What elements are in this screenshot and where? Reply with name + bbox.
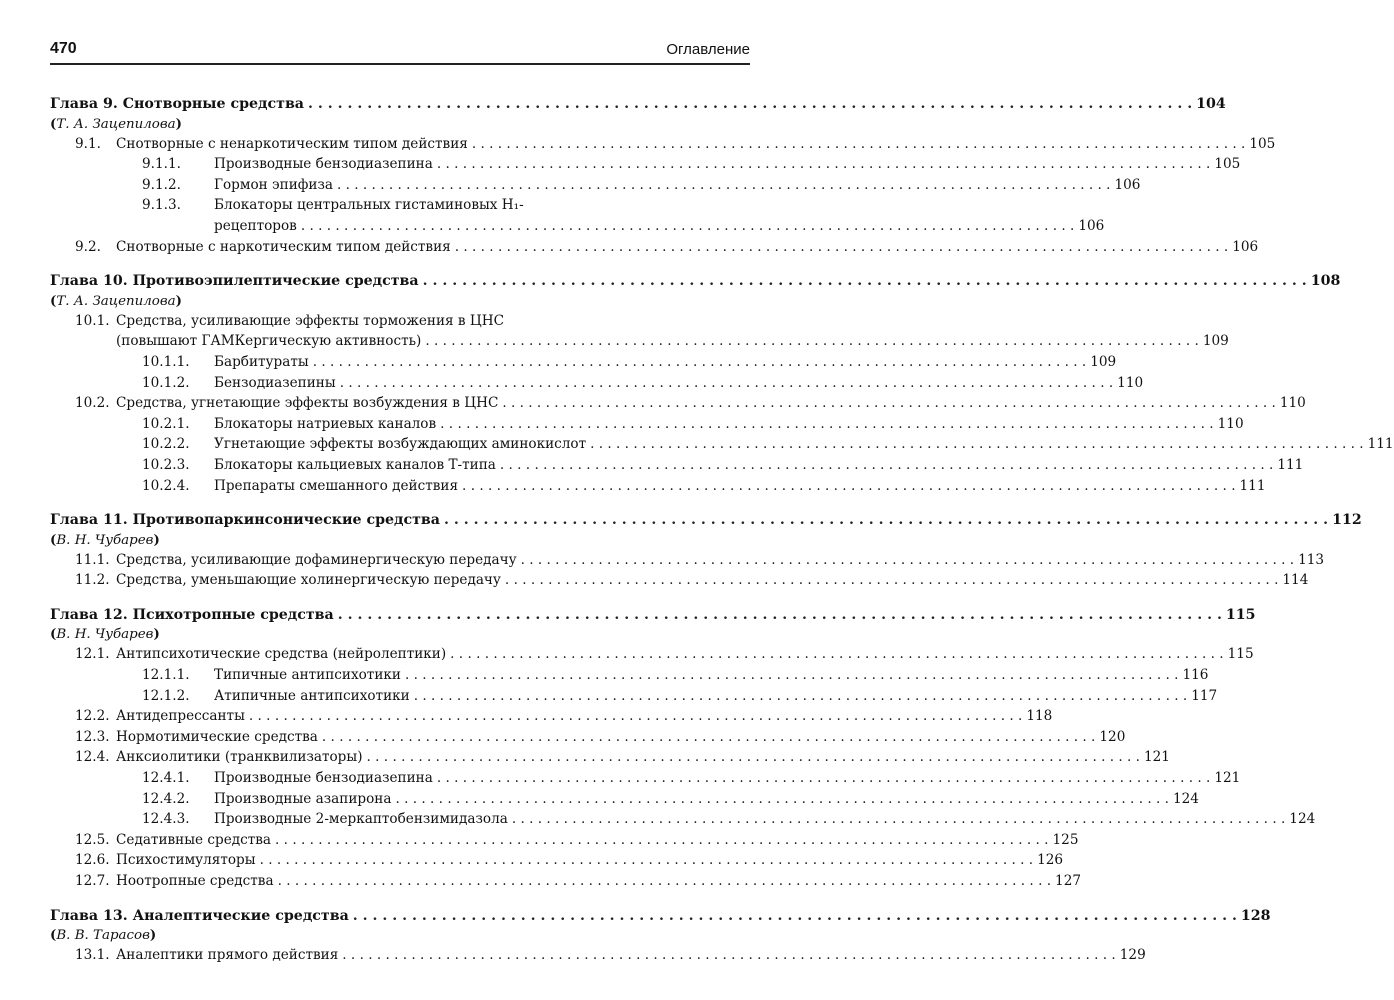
entry-number: 12.4.2. — [142, 790, 190, 807]
chapter-author — [50, 625, 750, 644]
dot-leader — [309, 352, 1090, 373]
entry-page: 106 — [1114, 176, 1141, 193]
entry-page: 113 — [1298, 551, 1325, 568]
toc-entry[interactable] — [50, 686, 1218, 707]
author-name: В. Н. Чубарев — [56, 532, 154, 548]
entry-text: Производные бензодиазепина — [214, 156, 433, 173]
chapter-block — [50, 906, 1271, 966]
entry-text: Гормон эпифиза — [214, 176, 333, 193]
entry-text: Антипсихотические средства (нейролептики) — [116, 646, 447, 663]
entry-text-line — [214, 195, 1104, 216]
chapter-title: Глава 11. Противопаркинсонические средства — [50, 512, 440, 529]
entry-text: Блокаторы кальциевых каналов Т-типа — [214, 456, 496, 473]
entry-number: 12.7. — [75, 873, 110, 889]
entry-text: Снотворные с ненаркотическим типом действия — [116, 135, 468, 152]
entry-page: 120 — [1099, 728, 1126, 745]
entry-number: 12.4. — [75, 749, 110, 766]
entry-page: 127 — [1055, 873, 1081, 889]
entry-page: 110 — [1217, 415, 1244, 432]
toc-entry[interactable] — [50, 311, 1229, 352]
entry-body — [214, 195, 1104, 236]
dot-leader — [496, 455, 1277, 476]
toc-entry[interactable] — [50, 850, 1064, 871]
entry-page: 111 — [1277, 456, 1304, 473]
toc-entry[interactable] — [50, 154, 1241, 175]
entry-number: 12.1.2. — [142, 687, 190, 704]
dot-leader — [436, 414, 1217, 435]
toc-entry[interactable] — [50, 706, 1053, 727]
dot-leader — [349, 906, 1241, 927]
toc-entry[interactable] — [50, 237, 1259, 258]
entry-text: (повышают ГАМКергическую активность) — [116, 333, 422, 350]
chapter-page: 112 — [1332, 512, 1362, 529]
page-number: 470 — [50, 40, 77, 57]
dot-leader — [271, 830, 1052, 851]
chapter-page: 115 — [1225, 606, 1256, 623]
entry-text: рецепторов — [214, 217, 297, 234]
entry-text: Блокаторы центральных гистаминовых H₁- — [214, 197, 524, 214]
dot-leader — [421, 331, 1202, 352]
entry-number: 12.2. — [75, 708, 110, 725]
chapter-page: 108 — [1310, 273, 1341, 290]
dot-leader — [391, 789, 1172, 810]
entry-number: 12.4.3. — [142, 811, 190, 828]
author-name: Т. А. Зацепилова — [56, 116, 176, 132]
toc-entry[interactable] — [50, 570, 1309, 591]
dot-leader — [433, 154, 1214, 175]
author-paren-close: ) — [175, 292, 182, 309]
entry-page: 126 — [1037, 852, 1064, 869]
entry-page: 125 — [1052, 831, 1079, 848]
entry-number: 11.1. — [75, 551, 110, 568]
entry-page: 129 — [1119, 947, 1146, 964]
author-paren-close: ) — [175, 115, 182, 132]
entry-page: 118 — [1026, 708, 1053, 725]
entry-number: 13.1. — [75, 947, 110, 964]
entry-page: 117 — [1191, 687, 1218, 704]
entry-text-line — [116, 331, 1229, 352]
entry-text: Седативные средства — [116, 831, 272, 848]
entry-text: Барбитураты — [214, 353, 309, 370]
toc-entry[interactable] — [50, 789, 1199, 810]
chapter-block — [50, 510, 1362, 591]
running-title: Оглавление — [666, 41, 750, 58]
chapter-title: Глава 12. Психотропные средства — [50, 606, 334, 623]
entry-number: 11.2. — [75, 572, 110, 589]
entry-text: Производные 2-меркаптобензимидазола — [214, 811, 508, 828]
dot-leader — [517, 550, 1298, 571]
entry-text: Ноотропные средства — [116, 873, 274, 889]
toc-entry[interactable] — [50, 434, 1394, 455]
toc-entry[interactable] — [50, 352, 1117, 373]
toc-entry[interactable] — [50, 550, 1325, 571]
entry-text: Производные бензодиазепина — [214, 770, 433, 787]
entry-number: 10.2.2. — [142, 436, 190, 453]
entry-number: 9.1.1. — [142, 156, 181, 173]
author-paren-open: ( — [50, 626, 57, 643]
entry-page: 105 — [1214, 156, 1241, 173]
entry-text: Анксиолитики (транквилизаторы) — [116, 749, 363, 766]
entry-number: 9.1.2. — [142, 176, 181, 193]
entry-page: 109 — [1090, 353, 1117, 370]
chapter-title: Глава 13. Аналептические средства — [50, 907, 349, 924]
entry-text: Снотворные с наркотическим типом действия — [116, 238, 451, 255]
chapter-author — [50, 926, 750, 945]
dot-leader — [245, 706, 1026, 727]
toc-entry[interactable] — [50, 373, 1144, 394]
chapter-title: Глава 10. Противоэпилептические средства — [50, 273, 419, 290]
entry-number: 10.2. — [75, 395, 110, 412]
entry-text: Средства, угнетающие эффекты возбуждения в ЦНС — [116, 395, 499, 412]
entry-page: 109 — [1202, 333, 1229, 350]
author-name: Т. А. Зацепилова — [56, 293, 176, 309]
dot-leader — [338, 945, 1119, 966]
chapter-page: 104 — [1196, 96, 1226, 112]
entry-text: Аналептики прямого действия — [116, 947, 339, 964]
entry-number: 10.1.1. — [142, 353, 190, 370]
dot-leader — [318, 727, 1099, 748]
author-name: В. В. Тарасов — [56, 928, 150, 944]
entry-number: 10.1. — [75, 312, 110, 329]
author-paren-open: ( — [50, 292, 57, 309]
dot-leader — [440, 510, 1332, 531]
entry-text: Угнетающие эффекты возбуждающих аминокислот — [214, 436, 587, 453]
entry-text: Нормотимические средства — [116, 728, 318, 745]
entry-text: Блокаторы натриевых каналов — [214, 415, 437, 432]
page-header — [50, 40, 750, 65]
chapter-page: 128 — [1240, 907, 1271, 924]
dot-leader — [458, 476, 1239, 497]
entry-page: 116 — [1182, 667, 1209, 684]
toc-entry[interactable] — [50, 871, 1081, 892]
entry-text: Атипичные антипсихотики — [214, 687, 410, 704]
entry-number: 12.4.1. — [142, 770, 190, 787]
toc-entry[interactable] — [50, 945, 1146, 966]
entry-number: 12.6. — [75, 852, 110, 869]
chapter-block — [50, 94, 1276, 257]
entry-text: Психостимуляторы — [116, 852, 256, 869]
dot-leader — [333, 175, 1114, 196]
entry-page: 111 — [1239, 477, 1266, 494]
chapter-block — [50, 605, 1316, 892]
entry-body — [116, 311, 1229, 352]
dot-leader — [336, 373, 1117, 394]
toc-entry[interactable] — [50, 830, 1079, 851]
entry-number: 12.1.1. — [142, 667, 190, 684]
entry-text: Средства, уменьшающие холинергическую передачу — [116, 572, 501, 589]
chapter-author — [50, 115, 750, 134]
dot-leader — [401, 665, 1182, 686]
toc-entry[interactable] — [50, 644, 1254, 665]
dot-leader — [508, 809, 1289, 830]
table-of-contents — [50, 94, 1394, 980]
entry-text-line — [214, 216, 1104, 237]
toc-entry[interactable] — [50, 455, 1304, 476]
dot-leader — [451, 237, 1232, 258]
toc-entry[interactable] — [50, 134, 1276, 155]
chapter-author — [50, 292, 750, 311]
chapter-heading[interactable] — [50, 605, 1256, 626]
entry-number: 10.2.3. — [142, 456, 190, 473]
toc-entry[interactable] — [50, 476, 1266, 497]
author-paren-close: ) — [153, 531, 160, 548]
dot-leader — [498, 393, 1279, 414]
entry-number: 12.5. — [75, 831, 110, 848]
entry-number: 12.1. — [75, 646, 110, 663]
entry-page: 106 — [1232, 238, 1259, 255]
dot-leader — [363, 747, 1144, 768]
author-paren-open: ( — [50, 531, 57, 548]
toc-entry[interactable] — [50, 768, 1241, 789]
chapter-heading[interactable] — [50, 271, 1341, 292]
dot-leader — [297, 216, 1078, 237]
entry-number: 10.1.2. — [142, 374, 190, 391]
entry-page: 124 — [1172, 790, 1199, 807]
entry-page: 105 — [1249, 135, 1276, 152]
chapter-heading[interactable] — [50, 906, 1271, 927]
dot-leader — [586, 434, 1367, 455]
entry-page: 111 — [1367, 436, 1394, 453]
dot-leader — [304, 94, 1196, 115]
chapter-heading[interactable] — [50, 510, 1362, 531]
toc-entry[interactable] — [50, 747, 1170, 768]
dot-leader — [334, 605, 1226, 626]
entry-number: 10.2.1. — [142, 415, 190, 432]
entry-text: Бензодиазепины — [214, 374, 336, 391]
dot-leader — [446, 644, 1227, 665]
toc-entry[interactable] — [50, 727, 1126, 748]
toc-entry[interactable] — [50, 195, 1105, 236]
author-paren-close: ) — [153, 626, 160, 643]
chapter-title: Глава 9. Снотворные средства — [50, 96, 304, 112]
dot-leader — [501, 570, 1282, 591]
entry-page: 121 — [1214, 770, 1241, 787]
entry-text: Средства, усиливающие дофаминергическую передачу — [116, 551, 517, 568]
toc-entry[interactable] — [50, 175, 1141, 196]
dot-leader — [419, 271, 1311, 292]
toc-entry[interactable] — [50, 414, 1244, 435]
dot-leader — [433, 768, 1214, 789]
entry-text: Типичные антипсихотики — [214, 667, 401, 684]
entry-number: 9.2. — [75, 238, 101, 255]
entry-number: 9.1.3. — [142, 197, 181, 214]
entry-page: 110 — [1117, 374, 1144, 391]
entry-page: 110 — [1279, 395, 1306, 412]
toc-entry[interactable] — [50, 809, 1316, 830]
author-paren-open: ( — [50, 927, 57, 944]
entry-page: 106 — [1078, 217, 1105, 234]
toc-entry[interactable] — [50, 665, 1209, 686]
author-paren-close: ) — [149, 927, 157, 944]
author-name: В. Н. Чубарев — [56, 627, 154, 643]
entry-text-line — [116, 311, 1229, 332]
chapter-heading[interactable] — [50, 94, 1226, 115]
chapter-author — [50, 531, 750, 550]
dot-leader — [256, 850, 1037, 871]
entry-page: 115 — [1227, 646, 1254, 663]
entry-page: 121 — [1144, 749, 1170, 766]
dot-leader — [468, 134, 1249, 155]
entry-page: 124 — [1289, 811, 1316, 828]
entry-text: Антидепрессанты — [116, 708, 245, 725]
entry-page: 114 — [1282, 572, 1309, 589]
entry-text: Препараты смешанного действия — [214, 477, 459, 494]
dot-leader — [274, 871, 1055, 892]
entry-number: 12.3. — [75, 728, 110, 745]
entry-number: 10.2.4. — [142, 477, 190, 494]
chapter-block — [50, 271, 1394, 496]
toc-entry[interactable] — [50, 393, 1306, 414]
entry-number: 9.1. — [75, 135, 101, 152]
entry-text: Производные азапирона — [214, 790, 392, 807]
entry-text: Средства, усиливающие эффекты торможения в ЦНС — [116, 312, 504, 329]
dot-leader — [410, 686, 1191, 707]
author-paren-open: ( — [50, 115, 57, 132]
